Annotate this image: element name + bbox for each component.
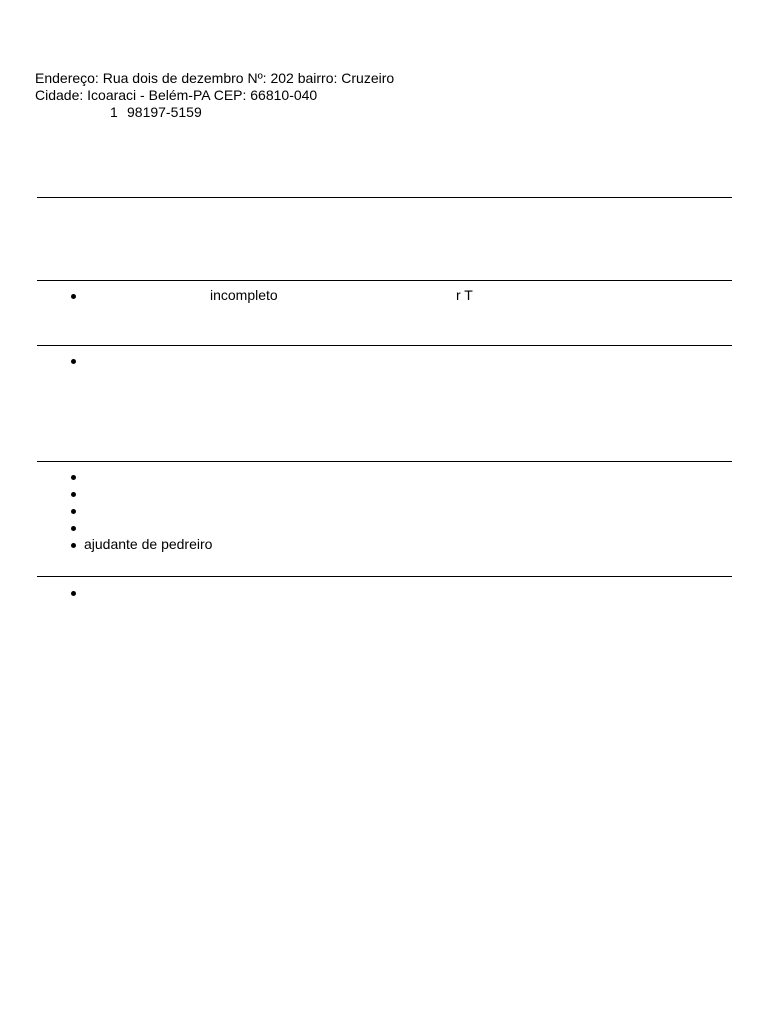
list-bullet: [71, 294, 76, 299]
section-divider-3: [37, 345, 732, 346]
section-divider-5: [37, 576, 732, 577]
phone-prefix: 1: [110, 104, 118, 120]
experience-item: ajudante de pedreiro: [84, 536, 213, 552]
list-bullet: [71, 475, 76, 480]
city-line: Cidade: Icoaraci - Belém-PA CEP: 66810-040: [35, 87, 318, 103]
address-line: Endereço: Rua dois de dezembro Nº: 202 bairro: Cruzeiro: [35, 70, 395, 86]
list-bullet: [71, 359, 76, 364]
phone-number: 98197-5159: [127, 104, 202, 120]
education-status: incompleto: [210, 287, 278, 303]
list-bullet: [71, 543, 76, 548]
section-divider-1: [37, 197, 732, 198]
education-trailing-text: r T: [456, 287, 473, 303]
list-bullet: [71, 526, 76, 531]
list-bullet: [71, 591, 76, 596]
section-divider-4: [37, 461, 732, 462]
list-bullet: [71, 492, 76, 497]
list-bullet: [71, 509, 76, 514]
section-divider-2: [37, 280, 732, 281]
